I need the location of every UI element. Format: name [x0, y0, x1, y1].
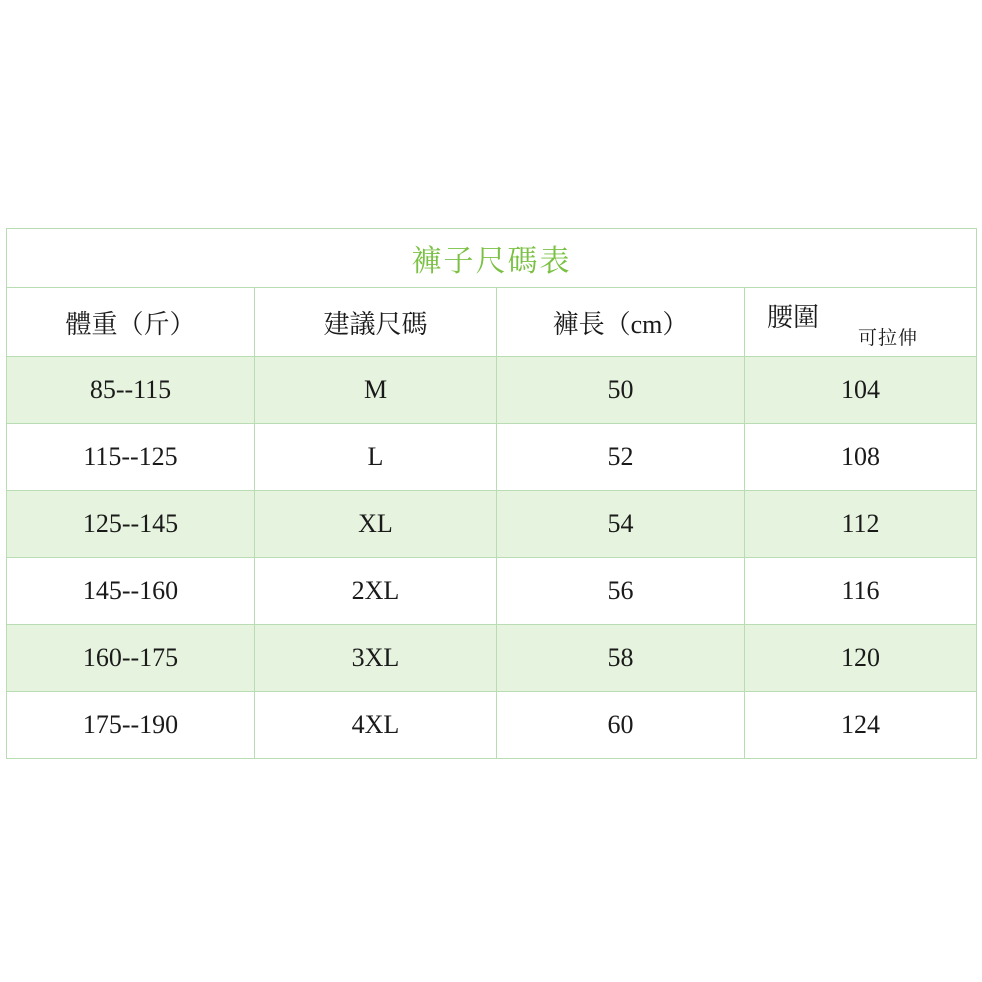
header-waist-note: 可拉伸: [857, 328, 918, 349]
table-row: [7, 625, 977, 692]
cell-length: 54: [497, 491, 745, 558]
chart-title: 褲子尺碼表: [7, 229, 977, 288]
cell-weight: 160--175: [7, 625, 255, 692]
cell-weight: 145--160: [7, 558, 255, 625]
cell-size: L: [255, 424, 497, 491]
pants-size-chart-table: [6, 228, 977, 759]
cell-waist: 120: [745, 625, 977, 692]
cell-length: 50: [497, 357, 745, 424]
table-row: [7, 692, 977, 759]
cell-weight: 115--125: [7, 424, 255, 491]
cell-length: 52: [497, 424, 745, 491]
cell-waist: 112: [745, 491, 977, 558]
header-waist-label: 腰圍: [767, 302, 820, 332]
table-header-row: [7, 288, 977, 357]
cell-waist: 108: [745, 424, 977, 491]
cell-length: 56: [497, 558, 745, 625]
chart-title-row: [7, 229, 977, 288]
header-recommended-size: 建議尺碼: [255, 288, 497, 357]
header-waist: [745, 288, 977, 357]
cell-weight: 125--145: [7, 491, 255, 558]
table-row: [7, 558, 977, 625]
table-row: [7, 357, 977, 424]
cell-length: 60: [497, 692, 745, 759]
table-row: [7, 491, 977, 558]
cell-weight: 85--115: [7, 357, 255, 424]
header-pant-length: 褲長（cm）: [497, 288, 745, 357]
cell-waist: 116: [745, 558, 977, 625]
cell-waist: 104: [745, 357, 977, 424]
cell-size: 3XL: [255, 625, 497, 692]
cell-size: XL: [255, 491, 497, 558]
cell-weight: 175--190: [7, 692, 255, 759]
cell-size: 2XL: [255, 558, 497, 625]
cell-size: M: [255, 357, 497, 424]
header-weight: 體重（斤）: [7, 288, 255, 357]
cell-size: 4XL: [255, 692, 497, 759]
cell-waist: 124: [745, 692, 977, 759]
cell-length: 58: [497, 625, 745, 692]
table-row: [7, 424, 977, 491]
